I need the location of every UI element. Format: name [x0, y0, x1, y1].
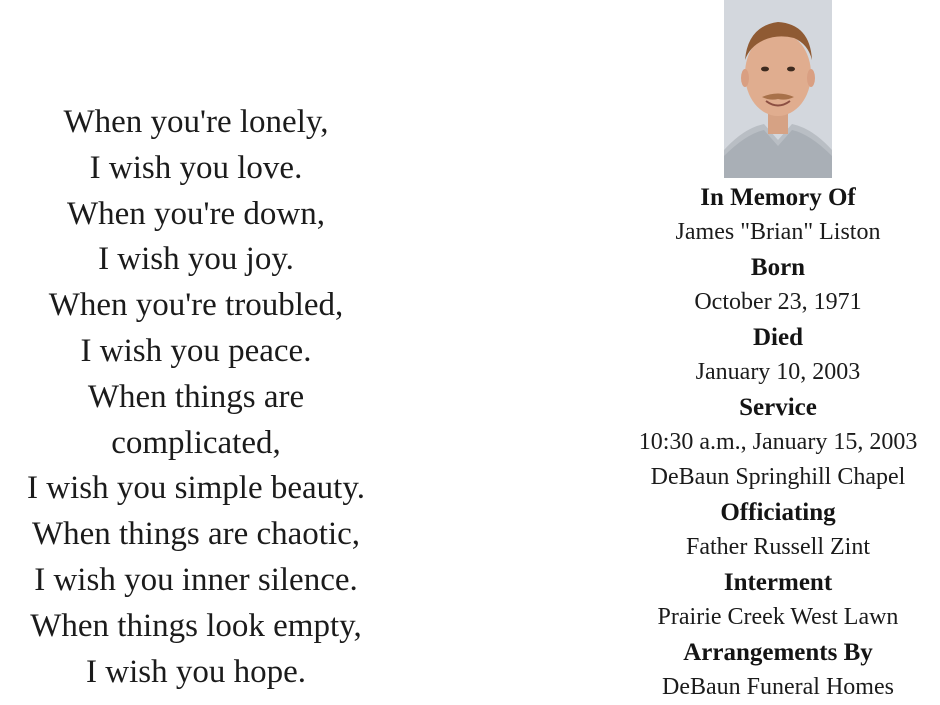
portrait-photo-icon [724, 0, 832, 178]
poem-line: When you're lonely, [63, 104, 329, 140]
service-time: 10:30 a.m., January 15, 2003 [638, 429, 918, 455]
born-date: October 23, 1971 [694, 289, 862, 315]
poem-line: I wish you simple beauty. [27, 470, 365, 507]
portrait-photo [724, 0, 832, 178]
poem-line: I wish you joy. [98, 241, 294, 278]
poem-line: When things are [87, 378, 305, 415]
service-place: DeBaun Springhill Chapel [650, 464, 906, 490]
memorial-details [606, 180, 940, 705]
interment-place: Prairie Creek West Lawn [657, 604, 899, 630]
interment-heading: Interment [723, 569, 833, 596]
poem-line: I wish you peace. [80, 332, 312, 369]
died-heading: Died [753, 324, 803, 351]
arrangements-heading: Arrangements By [683, 639, 873, 666]
funeral-home: DeBaun Funeral Homes [662, 674, 894, 700]
poem-line: When things are chaotic, [31, 516, 361, 553]
service-heading: Service [739, 394, 817, 421]
died-date: January 10, 2003 [695, 359, 861, 385]
poem-line: When things look empty, [30, 607, 362, 644]
officiating-heading: Officiating [720, 499, 836, 526]
officiant-name: Father Russell Zint [686, 534, 870, 560]
poem-line: complicated, [111, 424, 281, 461]
poem-line: When you're down, [67, 195, 325, 232]
poem-line: When you're troubled, [48, 287, 344, 324]
born-heading: Born [750, 254, 806, 281]
poem [0, 100, 392, 695]
poem-line: I wish you love. [89, 149, 303, 186]
poem-line: I wish you inner silence. [34, 561, 358, 598]
deceased-name: James "Brian" Liston [675, 219, 881, 245]
in-memory-heading: In Memory Of [700, 184, 856, 211]
poem-line: I wish you hope. [86, 653, 306, 690]
